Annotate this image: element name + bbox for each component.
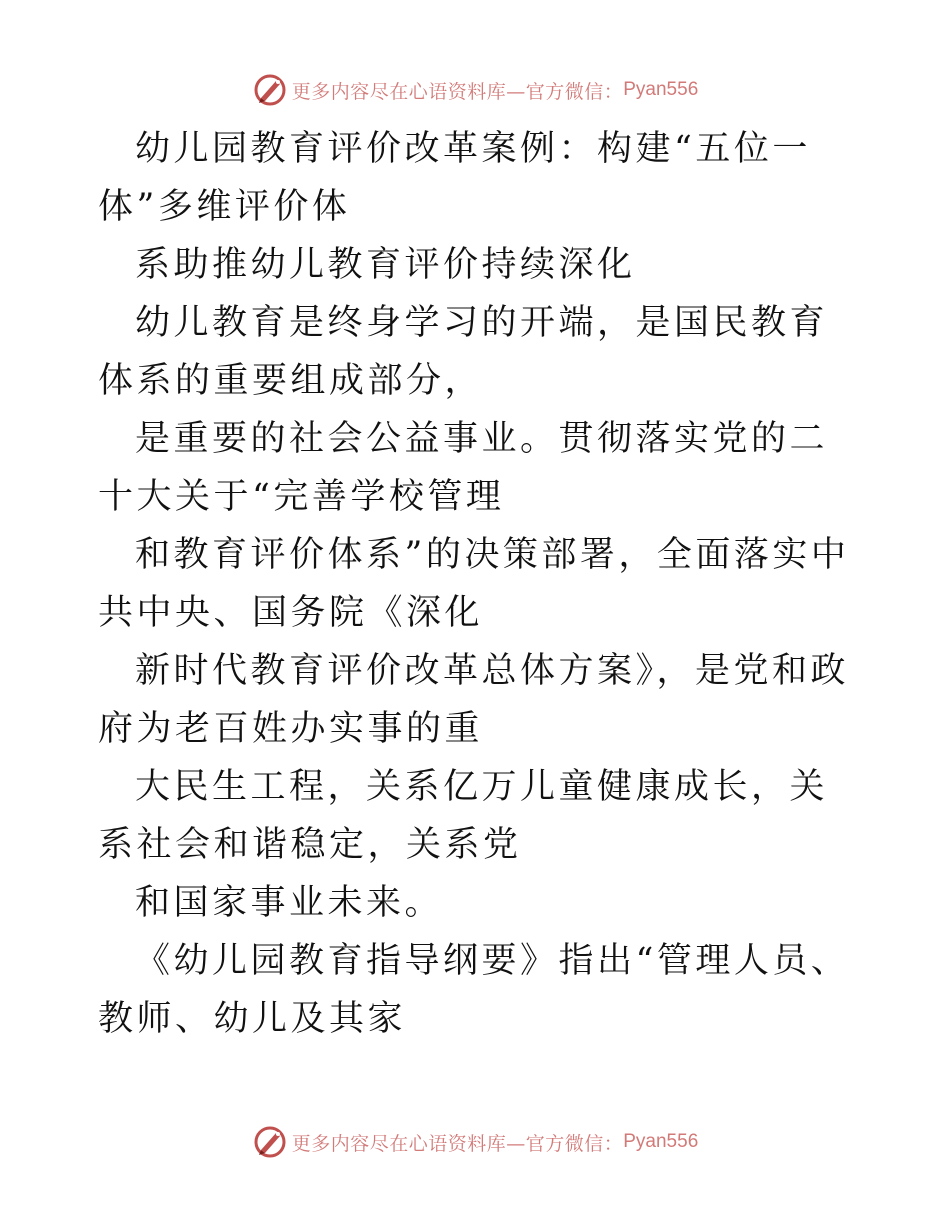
footer-watermark — [0, 1122, 950, 1162]
body-paragraph: 和教育评价体系”的决策部署，全面落实中共中央、国务院《深化 — [98, 535, 850, 633]
pen-circle-icon — [252, 72, 288, 108]
pen-circle-icon — [252, 1124, 288, 1160]
body-paragraph: 新时代教育评价改革总体方案》，是党和政府为老百姓办实事的重 — [98, 651, 850, 749]
document-body — [98, 120, 858, 1048]
body-paragraph: 《幼儿园教育指导纲要》指出“管理人员、教师、幼儿及其家 — [98, 941, 850, 1039]
body-paragraph: 和国家事业未来。 — [135, 883, 444, 923]
watermark-text: 更多内容尽在心语资料库—官方微信： — [291, 1132, 624, 1155]
watermark-wechat-id: Pyan556 — [623, 1131, 699, 1152]
title-line-1: 幼儿园教育评价改革案例：构建“五位一体”多维评价体 — [98, 129, 811, 227]
watermark-text: 更多内容尽在心语资料库—官方微信： — [291, 80, 624, 103]
title-line-2: 系助推幼儿教育评价持续深化 — [135, 245, 636, 285]
body-paragraph: 幼儿教育是终身学习的开端，是国民教育体系的重要组成部分， — [98, 303, 829, 401]
body-paragraph: 是重要的社会公益事业。贯彻落实党的二十大关于“完善学校管理 — [98, 419, 829, 517]
watermark-wechat-id: Pyan556 — [623, 79, 699, 100]
header-watermark — [0, 70, 950, 110]
body-paragraph: 大民生工程，关系亿万儿童健康成长，关系社会和谐稳定，关系党 — [98, 767, 829, 865]
